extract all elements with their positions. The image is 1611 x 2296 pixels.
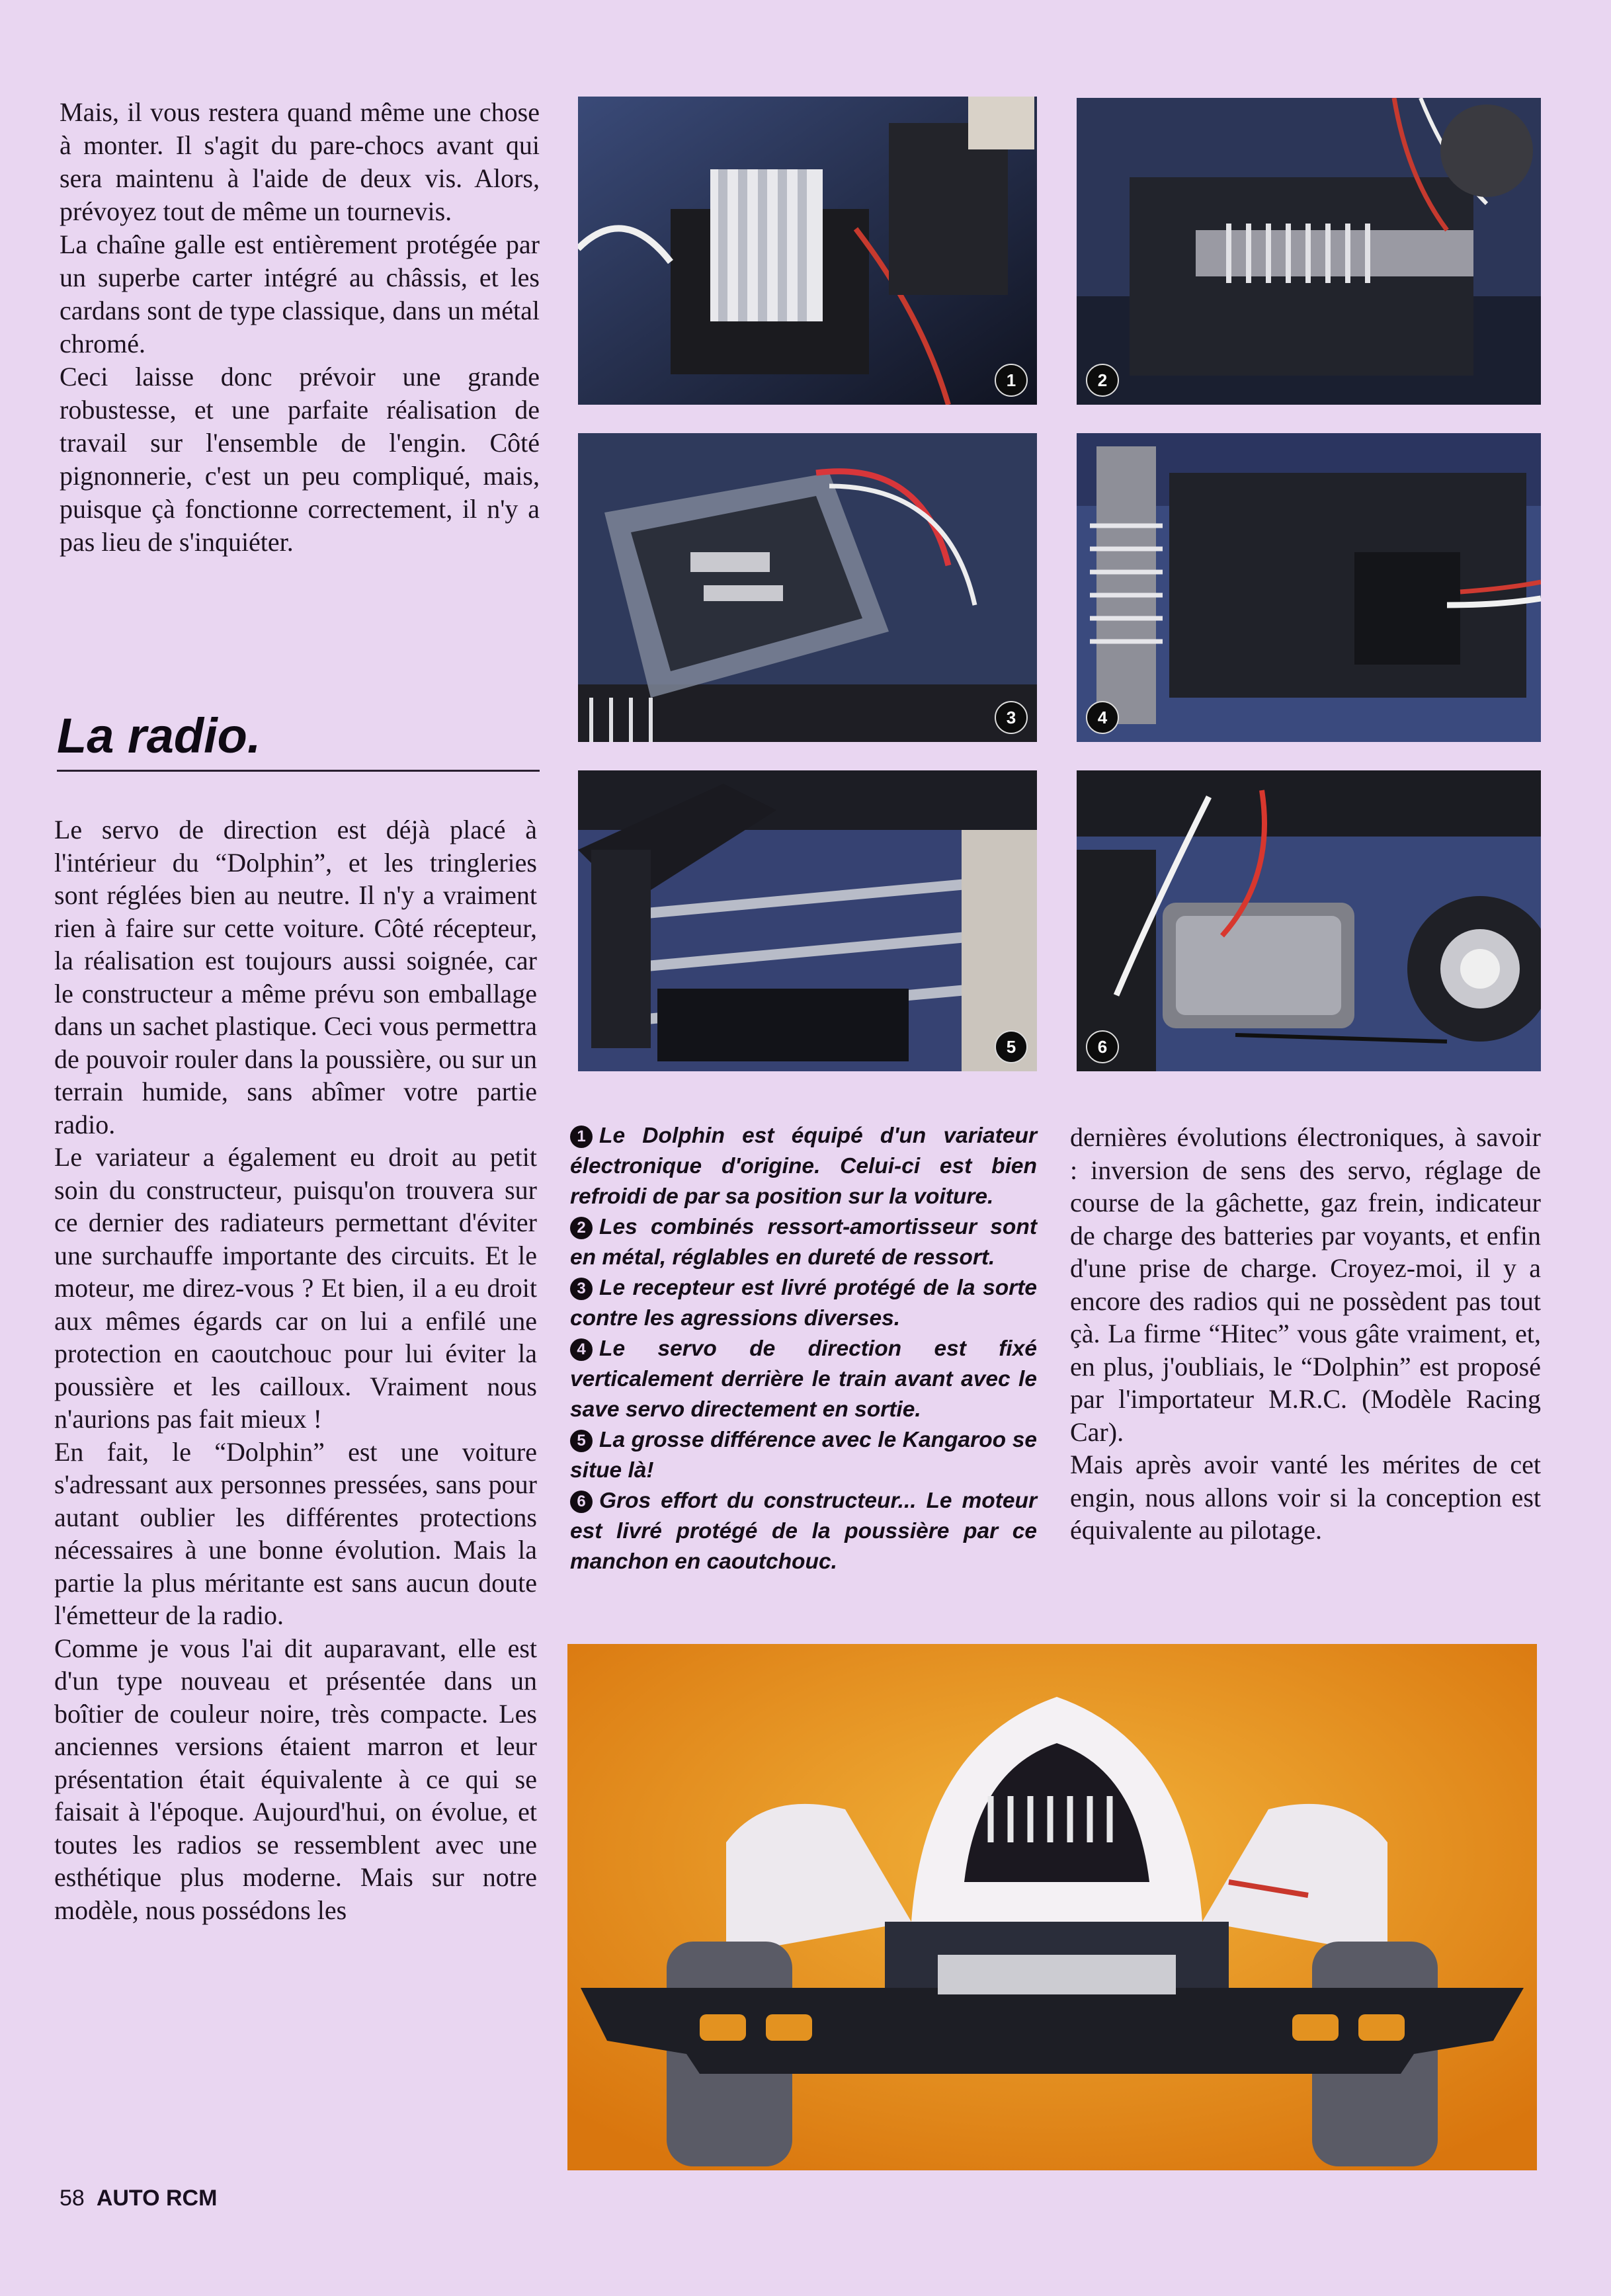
photo-receiver-image xyxy=(578,433,1037,742)
photo-shock-absorbers-image xyxy=(1077,98,1541,405)
caption-text: Le Dolphin est équipé d'un variateur électronique d'origine. Celui-ci est bien refroidi de par sa position sur la voiture. xyxy=(570,1124,1037,1209)
photo-steering-servo xyxy=(1077,433,1541,742)
photo-steering-servo-image xyxy=(1077,433,1541,742)
caption-number: 3 xyxy=(570,1278,593,1300)
photo-number-badge: 1 xyxy=(995,364,1028,397)
caption-item xyxy=(570,1486,1037,1577)
paragraph: Comme je vous l'ai dit auparavant, elle est d'un type nouveau et présentée dans un boîtier de couleur noire, très compacte. Les anciennes versions étaient marron et leur présentation était équivalente à ce qui se faisait à l'époque. Aujourd'hui, on évolue, et toutes les radios se ressemblent avec une esthétique plus moderne. Mais sur notre modèle, nous possédons les xyxy=(54,1633,537,1925)
photo-variator xyxy=(578,97,1037,405)
paragraph: En fait, le “Dolphin” est une voiture s'adressant aux personnes pressées, sans pour autant oublier les différentes protections nécessaires à une bonne évolution. Mais la partie la plus méritante est sans aucun doute l'émetteur de la radio. xyxy=(54,1436,537,1630)
caption-item xyxy=(570,1334,1037,1425)
page-footer xyxy=(60,2186,217,2211)
photo-number-badge: 3 xyxy=(995,701,1028,734)
caption-number: 4 xyxy=(570,1338,593,1361)
radio-text-column xyxy=(54,813,537,1926)
page-number: 58 xyxy=(60,2186,85,2211)
paragraph: Ceci laisse donc prévoir une grande robustesse, et une parfaite réalisation de travail sur l'ensemble de l'engin. Côté pignonnerie, c'est un peu compliqué, mais, puisque çà fonctionne correctement, il n'y a pas lieu de s'inquiéter. xyxy=(60,362,540,557)
paragraph: Mais, il vous restera quand même une chose à monter. Il s'agit du pare-chocs avant qui sera maintenu à l'aide de deux vis. Alors, prévoyez tout de même un tournevis. xyxy=(60,97,540,226)
photo-motor xyxy=(1077,770,1541,1071)
caption-number: 5 xyxy=(570,1430,593,1452)
photo-motor-image xyxy=(1077,770,1541,1071)
photo-receiver xyxy=(578,433,1037,742)
caption-text: Le recepteur est livré protégé de la sorte contre les agressions diverses. xyxy=(570,1276,1037,1331)
photo-number-badge: 2 xyxy=(1086,364,1119,397)
photo-car-front xyxy=(567,1644,1537,2170)
photo-suspension-arms-image xyxy=(578,770,1037,1071)
paragraph: dernières évolutions électroniques, à savoir : inversion de sens des servo, réglage de course de la gâchette, gaz frein, indicateur de charge des batteries par voyants, et enfin d'une prise de charge. Croyez-moi, il y a encore des radios qui ne possèdent pas tout çà. La firme “Hitec” vous gâte vraiment, et, en plus, j'oubliais, le “Dolphin” est proposé par l'importateur M.R.C. (Modèle Racing Car). xyxy=(1070,1122,1541,1447)
caption-number: 1 xyxy=(570,1126,593,1148)
caption-text: Les combinés ressort-amortisseur sont en métal, réglables en dureté de ressort. xyxy=(570,1215,1037,1270)
right-text-column xyxy=(1070,1121,1541,1547)
caption-item xyxy=(570,1121,1037,1212)
paragraph: La chaîne galle est entièrement protégée par un superbe carter intégré au châssis, et les cardans sont de type classique, dans un métal chromé. xyxy=(60,229,540,358)
photo-shock-absorbers xyxy=(1077,98,1541,405)
caption-number: 2 xyxy=(570,1217,593,1239)
caption-item xyxy=(570,1425,1037,1486)
photo-car-front-image xyxy=(567,1644,1537,2170)
paragraph: Le variateur a également eu droit au petit soin du constructeur, puisqu'on trouvera sur ce dernier des radiateurs permettant d'éviter une surchauffe importante des circuits. Et le moteur, me direz-vous ? Et bien, il a eu droit aux mêmes égards car on lui a enfilé une protection en caoutchouc pour lui éviter la poussière et les cailloux. Vraiment nous n'aurions pas fait mieux ! xyxy=(54,1142,537,1434)
photo-number-badge: 6 xyxy=(1086,1030,1119,1063)
paragraph: Le servo de direction est déjà placé à l'intérieur du “Dolphin”, et les tringleries sont réglées bien au neutre. Il n'y a vraiment rien à faire sur cette voiture. Côté récepteur, la réalisation est toujours aussi soignée, car le constructeur a même prévu son emballage dans un sachet plastique. Ceci vous permettra de pouvoir rouler dans la poussière, ou sur un terrain humide, sans abîmer votre partie radio. xyxy=(54,815,537,1139)
caption-text: Gros effort du constructeur... Le moteur est livré protégé de la poussière par ce manchon en caoutchouc. xyxy=(570,1489,1037,1574)
photo-number-badge: 4 xyxy=(1086,701,1119,734)
caption-text: La grosse différence avec le Kangaroo se situe là! xyxy=(570,1428,1037,1483)
caption-item xyxy=(570,1212,1037,1273)
caption-number: 6 xyxy=(570,1491,593,1513)
photo-suspension-arms xyxy=(578,770,1037,1071)
photo-captions xyxy=(570,1121,1037,1577)
caption-item xyxy=(570,1273,1037,1334)
paragraph: Mais après avoir vanté les mérites de cet engin, nous allons voir si la conception est équivalente au pilotage. xyxy=(1070,1450,1541,1545)
photo-number-badge: 5 xyxy=(995,1030,1028,1063)
section-title: La radio. xyxy=(57,706,540,772)
magazine-name: AUTO RCM xyxy=(96,2186,218,2211)
photo-variator-image xyxy=(578,97,1037,405)
caption-text: Le servo de direction est fixé verticalement derrière le train avant avec le save servo directement en sortie. xyxy=(570,1336,1037,1422)
intro-text-column xyxy=(60,96,540,559)
